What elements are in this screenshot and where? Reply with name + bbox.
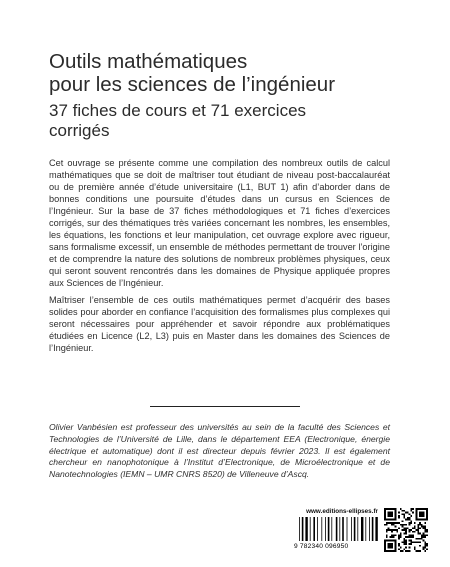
description-block bbox=[49, 157, 390, 354]
section-divider bbox=[150, 406, 300, 407]
description-paragraph-2: Maîtriser l’ensemble de ces outils mathématiques permet d’acquérir des bases solides pour aborder en confiance l’acquisition des formalismes plus complexes qui seront nécessaires pour appréhender et savoir répondre aux problématiques étudiées en Licence (L2, L3) puis en Master dans les domaines des Sciences de l’Ingénieur. bbox=[49, 295, 390, 353]
book-subtitle-line-2: corrigés bbox=[49, 121, 110, 140]
description-paragraph-1: Cet ouvrage se présente comme une compilation des nombreux outils de calcul mathématiques que se doit de maîtriser tout étudiant de niveau post-baccalauréat ou de première année d’étude universitaire (L1, BUT 1) afin d’aborder dans de bonnes conditions une poursuite d’études dans un cursus en Sciences de l’Ingénieur. Sur la base de 37 fiches méthodologiques et 71 fiches d’exercices corrigés, sur des thématiques très variées concernant les nombres, les ensembles, les équations, les fonctions et leur manipulation, cet ouvrage explore avec rigueur, sans formalisme excessif, un ensemble de méthodes permettant de trouver l’origine et de comprendre la nature des solutions de nombreux problèmes physiques, ceux qui seront souvent rencontrés dans les domaines de Physique appliquée propres aux Sciences de l’Ingénieur. bbox=[49, 158, 390, 288]
qr-code-icon bbox=[384, 508, 428, 552]
book-title-line-1: Outils mathématiques bbox=[49, 50, 248, 73]
author-block bbox=[49, 422, 390, 481]
author-bio: Olivier Vanbésien est professeur des universités au sein de la faculté des Sciences et Technologies de l’Université de Lille, dans le département EEA (Electronique, énergie électrique et automatique) dont il est directeur depuis février 2023. Il est également chercheur en nanophotonique à l’Institut d’Electronique, de Microélectronique et de Nanotechnologies (IEMN – UMR CNRS 8520) de Villeneuve d’Ascq. bbox=[49, 422, 390, 480]
title-block bbox=[49, 50, 409, 141]
isbn-number: 9 782340 096950 bbox=[292, 541, 382, 553]
publisher-website: www.editions-ellipses.fr bbox=[306, 508, 378, 515]
book-subtitle-line-1: 37 fiches de cours et 71 exercices bbox=[49, 101, 307, 120]
book-title-line-2: pour les sciences de l’ingénieur bbox=[49, 73, 336, 96]
